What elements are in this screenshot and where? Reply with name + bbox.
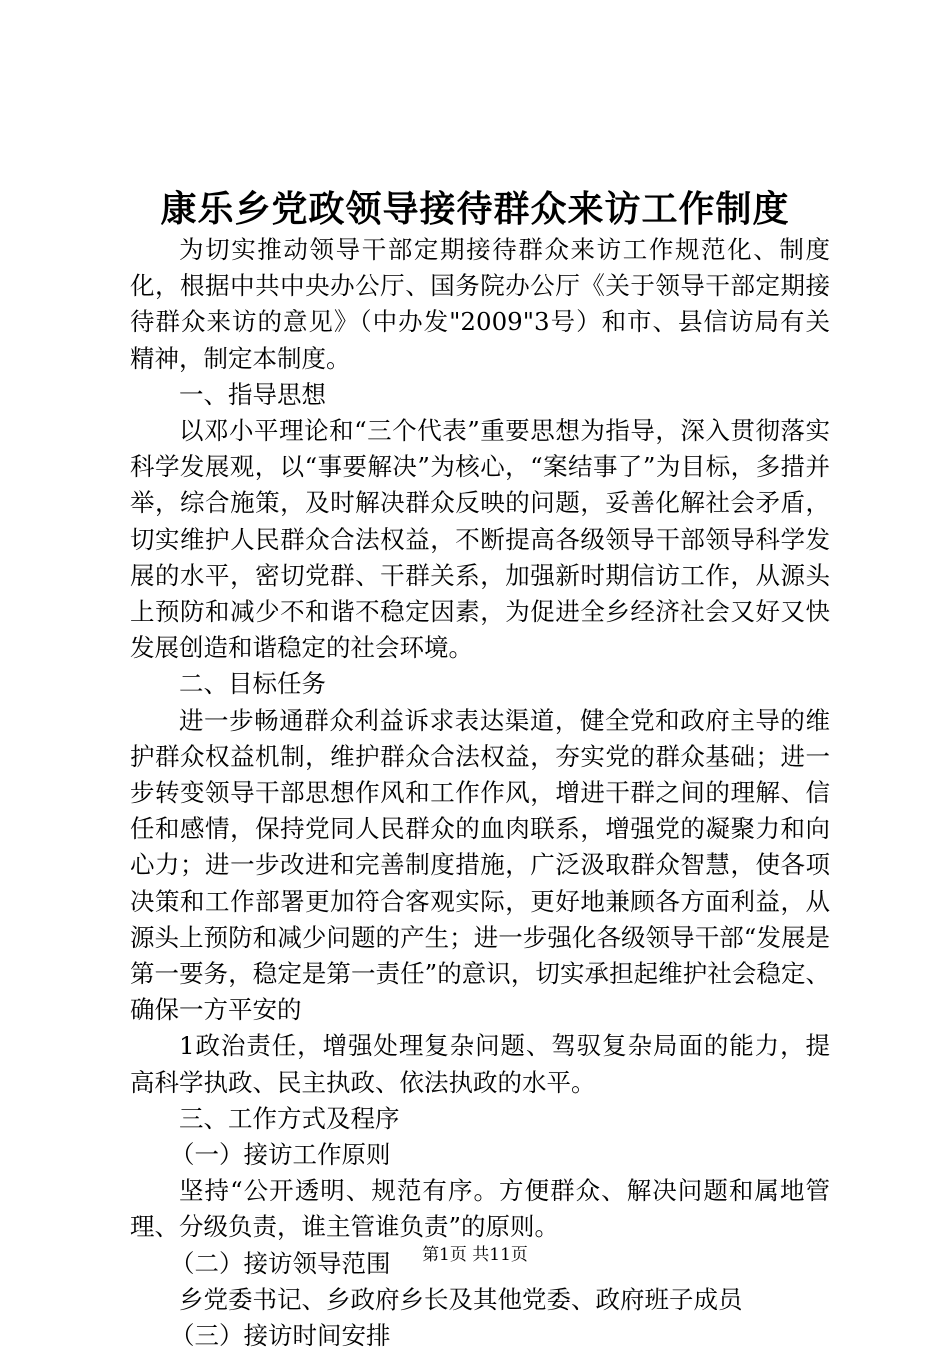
section-heading-guiding-ideology: 一、指导思想 [179, 379, 326, 409]
intro-paragraph: 为切实推动领导干部定期接待群众来访工作规范化、制度化，根据中共中央办公厅、国务院办公厅《关于领导干部定期接待群众来访的意见》（中办发"2009"3号）和市、县信访局有关精神，制定本制度。 [130, 235, 830, 373]
subsection-heading-principles: （一）接访工作原则 [170, 1140, 391, 1170]
guiding-ideology-paragraph: 以邓小平理论和“三个代表”重要思想为指导，深入贯彻落实科学发展观，以“事要解决”为核心，“案结事了”为目标，多措并举，综合施策，及时解决群众反映的问题，妥善化解社会矛盾，切实维护人民群众合法权益，不断提高各级领导干部领导科学发展的水平，密切党群、干群关系，加强新时期信访工作，从源头上预防和减少不和谐不稳定因素，为促进全乡经济社会又好又快发展创造和谐稳定的社会环境。 [130, 416, 830, 663]
section-heading-work-methods: 三、工作方式及程序 [179, 1103, 400, 1133]
document-body [130, 232, 830, 1354]
section-heading-objectives: 二、目标任务 [179, 669, 326, 699]
principles-paragraph: 坚持“公开透明、规范有序。方便群众、解决问题和属地管理、分级负责，谁主管谁负责”的原则。 [130, 1176, 830, 1242]
leader-scope-paragraph: 乡党委书记、乡政府乡长及其他党委、政府班子成员 [179, 1284, 743, 1314]
subsection-heading-leader-scope: （二）接访领导范围 [170, 1248, 391, 1278]
objectives-paragraph: 进一步畅通群众利益诉求表达渠道，健全党和政府主导的维护群众权益机制，维护群众合法权益，夯实党的群众基础；进一步转变领导干部思想作风和工作作风，增进干群之间的理解、信任和感情，保持党同人民群众的血肉联系，增强党的凝聚力和向心力；进一步改进和完善制度措施，广泛汲取群众智慧，使各项决策和工作部署更加符合客观实际，更好地兼顾各方面利益，从源头上预防和减少问题的产生；进一步强化各级领导干部“发展是第一要务，稳定是第一责任”的意识，切实承担起维护社会稳定、确保一方平安的 [130, 705, 830, 1025]
page-number-footer: 第1页 共11页 [422, 1245, 528, 1265]
objectives-continuation-paragraph: 1政治责任，增强处理复杂问题、驾驭复杂局面的能力，提高科学执政、民主执政、依法执政的水平。 [130, 1031, 830, 1097]
document-title: 康乐乡党政领导接待群众来访工作制度 [160, 188, 790, 230]
subsection-heading-schedule: （三）接访时间安排 [170, 1321, 391, 1351]
